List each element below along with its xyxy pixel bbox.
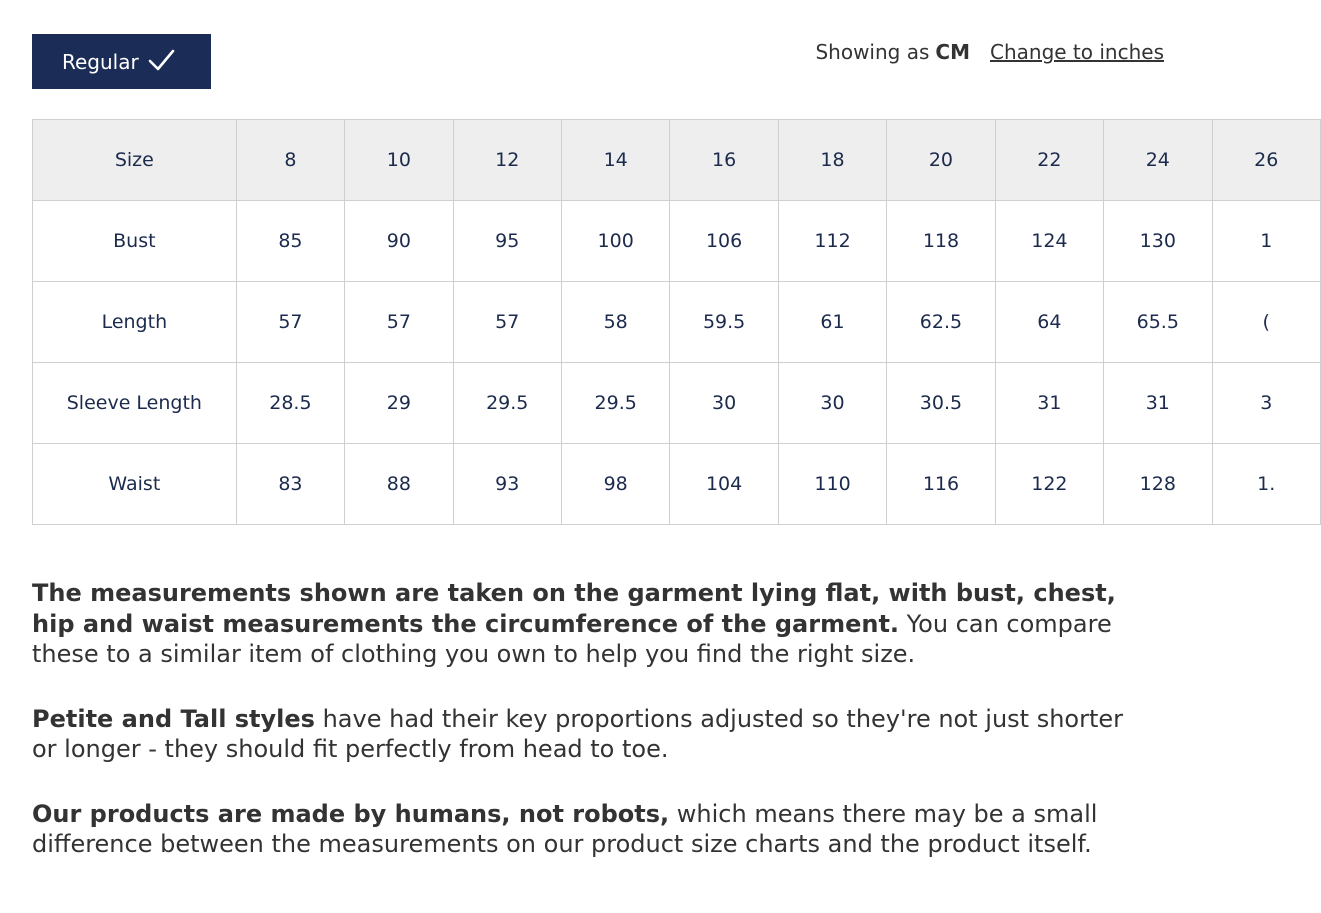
measurement-value: 83	[236, 444, 344, 525]
measurement-value: 112	[778, 201, 886, 282]
size-header-cell: 14	[561, 120, 669, 201]
size-table	[32, 119, 1321, 525]
measurement-value: 64	[995, 282, 1103, 363]
size-header-cell: 10	[345, 120, 453, 201]
size-header-cell: 18	[778, 120, 886, 201]
measurement-row	[33, 444, 1321, 525]
unit-display	[815, 40, 1164, 64]
size-header-cell: 12	[453, 120, 561, 201]
unit-prefix: Showing as	[815, 40, 930, 64]
measurement-label: Sleeve Length	[33, 363, 237, 444]
note-petite-tall	[32, 704, 1152, 765]
measurement-value: 118	[887, 201, 995, 282]
note-measurements	[32, 578, 1152, 670]
measurement-value: 3	[1212, 363, 1321, 444]
size-header-row	[33, 120, 1321, 201]
measurement-value: 30	[778, 363, 886, 444]
measurement-value: 62.5	[887, 282, 995, 363]
note-handmade-text: which means there may be a small difference between the measurements on our product size charts and the product itself.	[32, 799, 1098, 858]
measurement-value: 90	[345, 201, 453, 282]
measurement-value: 29.5	[453, 363, 561, 444]
size-header-cell: 26	[1212, 120, 1321, 201]
check-icon	[147, 47, 177, 77]
measurement-value: 116	[887, 444, 995, 525]
measurement-row	[33, 201, 1321, 282]
note-petite-tall-text: have had their key proportions adjusted so they're not just shorter or longer - they should fit perfectly from head to toe.	[32, 704, 1123, 763]
fit-regular-label: Regular	[62, 49, 139, 74]
measurement-value: 128	[1104, 444, 1212, 525]
measurement-value: 57	[453, 282, 561, 363]
measurement-value: 85	[236, 201, 344, 282]
measurement-value: 59.5	[670, 282, 778, 363]
size-header-label: Size	[33, 120, 237, 201]
measurement-value: 1.	[1212, 444, 1321, 525]
measurement-value: 57	[236, 282, 344, 363]
measurement-row	[33, 363, 1321, 444]
size-header-cell: 20	[887, 120, 995, 201]
measurement-value: 29.5	[561, 363, 669, 444]
measurement-value: 110	[778, 444, 886, 525]
note-measurements-bold: The measurements shown are taken on the garment lying flat, with bust, chest, hip and waist measurements the circumference of the garment.	[32, 579, 1116, 638]
current-unit: CM	[935, 40, 970, 64]
fit-regular-button[interactable]	[32, 34, 211, 89]
measurement-value: 58	[561, 282, 669, 363]
size-notes	[32, 578, 1152, 894]
measurement-value: 57	[345, 282, 453, 363]
change-to-inches-link[interactable]: Change to inches	[990, 40, 1164, 64]
measurement-value: 31	[995, 363, 1103, 444]
measurement-value: 124	[995, 201, 1103, 282]
measurement-label: Length	[33, 282, 237, 363]
measurement-value: 30.5	[887, 363, 995, 444]
measurement-row	[33, 282, 1321, 363]
measurement-value: 30	[670, 363, 778, 444]
size-header-cell: 16	[670, 120, 778, 201]
measurement-label: Bust	[33, 201, 237, 282]
note-petite-tall-bold: Petite and Tall styles	[32, 704, 315, 733]
measurement-value: 98	[561, 444, 669, 525]
measurement-value: 130	[1104, 201, 1212, 282]
measurement-label: Waist	[33, 444, 237, 525]
note-handmade	[32, 799, 1152, 860]
size-header-cell: 24	[1104, 120, 1212, 201]
measurement-value: 95	[453, 201, 561, 282]
size-header-cell: 8	[236, 120, 344, 201]
measurement-value: 122	[995, 444, 1103, 525]
measurement-value: 106	[670, 201, 778, 282]
measurement-value: 61	[778, 282, 886, 363]
measurement-value: 88	[345, 444, 453, 525]
measurement-value: 1	[1212, 201, 1321, 282]
measurement-value: 104	[670, 444, 778, 525]
measurement-value: 28.5	[236, 363, 344, 444]
measurement-value: 65.5	[1104, 282, 1212, 363]
measurement-value: 31	[1104, 363, 1212, 444]
measurement-value: (	[1212, 282, 1321, 363]
measurement-value: 29	[345, 363, 453, 444]
measurement-value: 93	[453, 444, 561, 525]
measurement-value: 100	[561, 201, 669, 282]
size-table-container[interactable]	[32, 119, 1279, 539]
note-handmade-bold: Our products are made by humans, not robots,	[32, 799, 670, 828]
note-measurements-text: You can compare these to a similar item of clothing you own to help you find the right size.	[32, 609, 1112, 668]
size-header-cell: 22	[995, 120, 1103, 201]
